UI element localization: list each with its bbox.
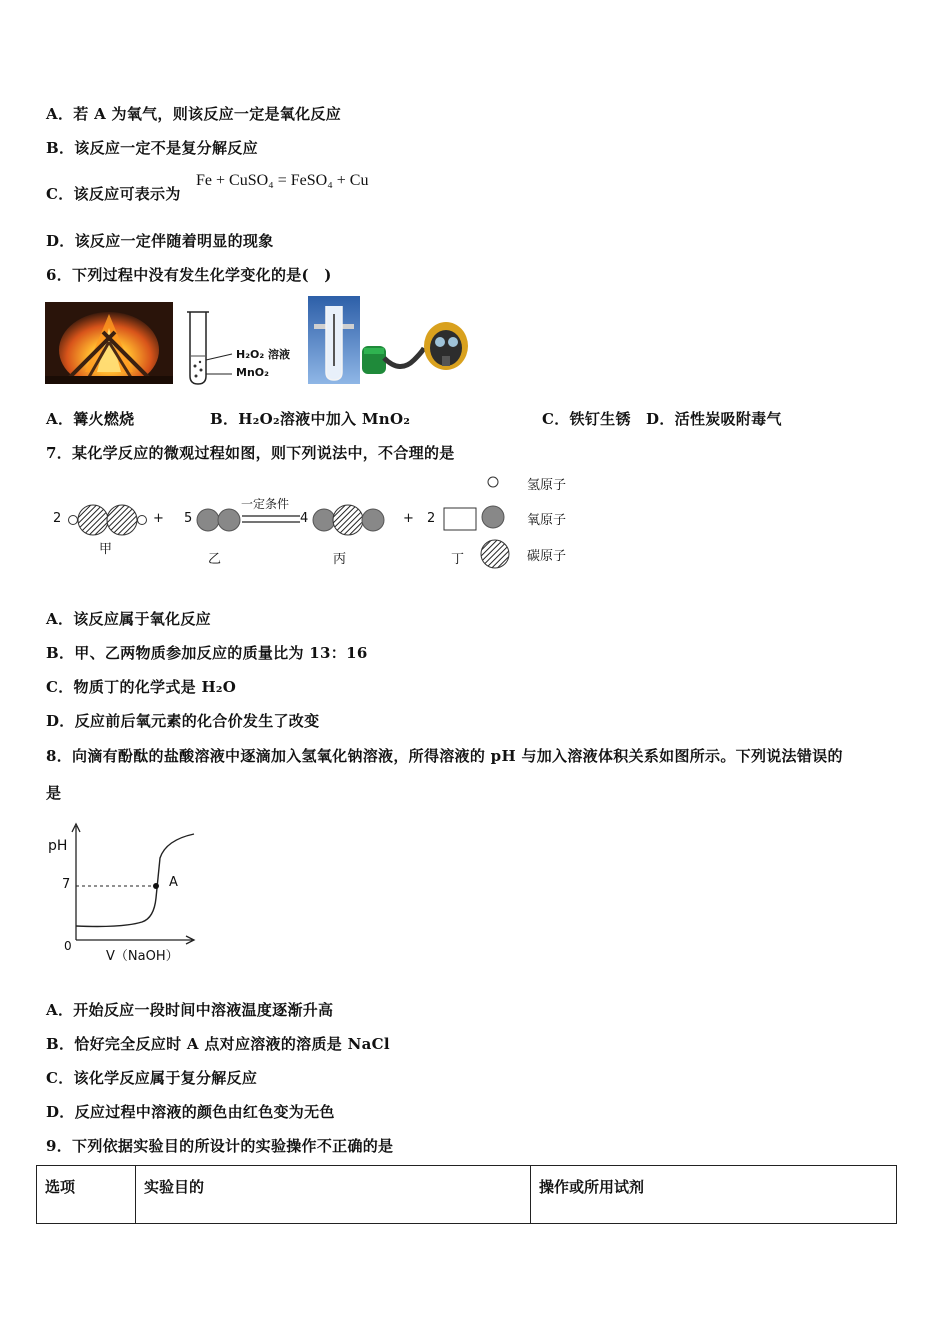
q7-option-d: D．反应前后氧元素的化合价发生了改变	[46, 712, 320, 730]
plus-1: +	[153, 511, 164, 526]
q8-option-c: C．该化学反应属于复分解反应	[46, 1069, 258, 1087]
coef-jia: 2	[53, 511, 62, 526]
coef-ding: 2	[427, 511, 436, 526]
q8-option-d: D．反应过程中溶液的颜色由红色变为无色	[46, 1103, 335, 1121]
q5-option-c: C．该反应可表示为	[46, 185, 181, 203]
q6-option-a: A．篝火燃烧	[46, 410, 135, 428]
q7-stem: 7．某化学反应的微观过程如图，则下列说法中，不合理的是	[46, 444, 455, 462]
ph-axis-label: pH	[48, 838, 68, 854]
bonfire-image	[45, 302, 173, 384]
name-bing: 丙	[333, 552, 347, 567]
origin-label: 0	[64, 939, 72, 953]
tube-label-mno2: MnO₂	[236, 366, 269, 379]
coef-bing: 4	[300, 511, 309, 526]
legend-oxygen: 氧原子	[527, 513, 567, 528]
q5-option-d: D．该反应一定伴随着明显的现象	[46, 232, 274, 250]
legend-carbon: 碳原子	[527, 549, 567, 564]
molecule-bing	[313, 505, 384, 535]
name-yi: 乙	[208, 552, 222, 567]
q5-option-a: A．若 A 为氧气，则该反应一定是氧化反应	[46, 105, 342, 123]
q6-option-b: B．H₂O₂溶液中加入 MnO₂	[210, 410, 411, 428]
reaction-diagram	[46, 470, 586, 576]
point-a-label: A	[169, 875, 178, 890]
iron-nail-image	[308, 296, 360, 384]
plus-2: +	[403, 511, 414, 526]
reaction-condition: 一定条件	[241, 497, 290, 511]
molecule-yi	[197, 509, 240, 531]
header-option: 选项	[37, 1166, 136, 1224]
legend-hydrogen: 氢原子	[527, 478, 567, 493]
tube-label-h2o2: H₂O₂ 溶液	[236, 348, 291, 361]
gas-mask-image	[360, 318, 470, 378]
q9-stem: 9．下列依据实验目的所设计的实验操作不正确的是	[46, 1137, 394, 1155]
q7-option-c: C．物质丁的化学式是 H₂O	[46, 678, 237, 696]
header-purpose: 实验目的	[136, 1166, 531, 1224]
x-axis-label: V（NaOH）	[106, 949, 179, 964]
q7-option-a: A．该反应属于氧化反应	[46, 610, 211, 628]
coef-yi: 5	[184, 511, 193, 526]
q8-option-a: A．开始反应一段时间中溶液温度逐渐升高	[46, 1001, 334, 1019]
molecule-jia	[69, 505, 147, 535]
q6-stem: 6．下列过程中没有发生化学变化的是( )	[46, 266, 332, 284]
q7-option-b: B．甲、乙两物质参加反应的质量比为 13：16	[46, 644, 368, 662]
q6-option-cd: C．铁钉生锈 D．活性炭吸附毒气	[542, 410, 782, 428]
name-jia: 甲	[99, 542, 113, 557]
header-operation: 操作或所用试剂	[531, 1166, 897, 1224]
point-a	[153, 883, 159, 889]
q5-formula: Fe + CuSO₄ = FeSO₄ + Cu	[196, 172, 369, 189]
q5-option-b: B．该反应一定不是复分解反应	[46, 139, 258, 157]
experiment-table	[36, 1165, 897, 1224]
ph-tick-7: 7	[62, 877, 71, 892]
q8-stem-line2: 是	[46, 784, 62, 802]
q8-option-b: B．恰好完全反应时 A 点对应溶液的溶质是 NaCl	[46, 1035, 390, 1053]
name-ding: 丁	[451, 552, 465, 567]
table-header-row	[37, 1166, 897, 1224]
q8-stem-line1: 8．向滴有酚酞的盐酸溶液中逐滴加入氢氧化钠溶液，所得溶液的 pH 与加入溶液体积关系如图所示。下列说法错误的	[46, 747, 843, 765]
